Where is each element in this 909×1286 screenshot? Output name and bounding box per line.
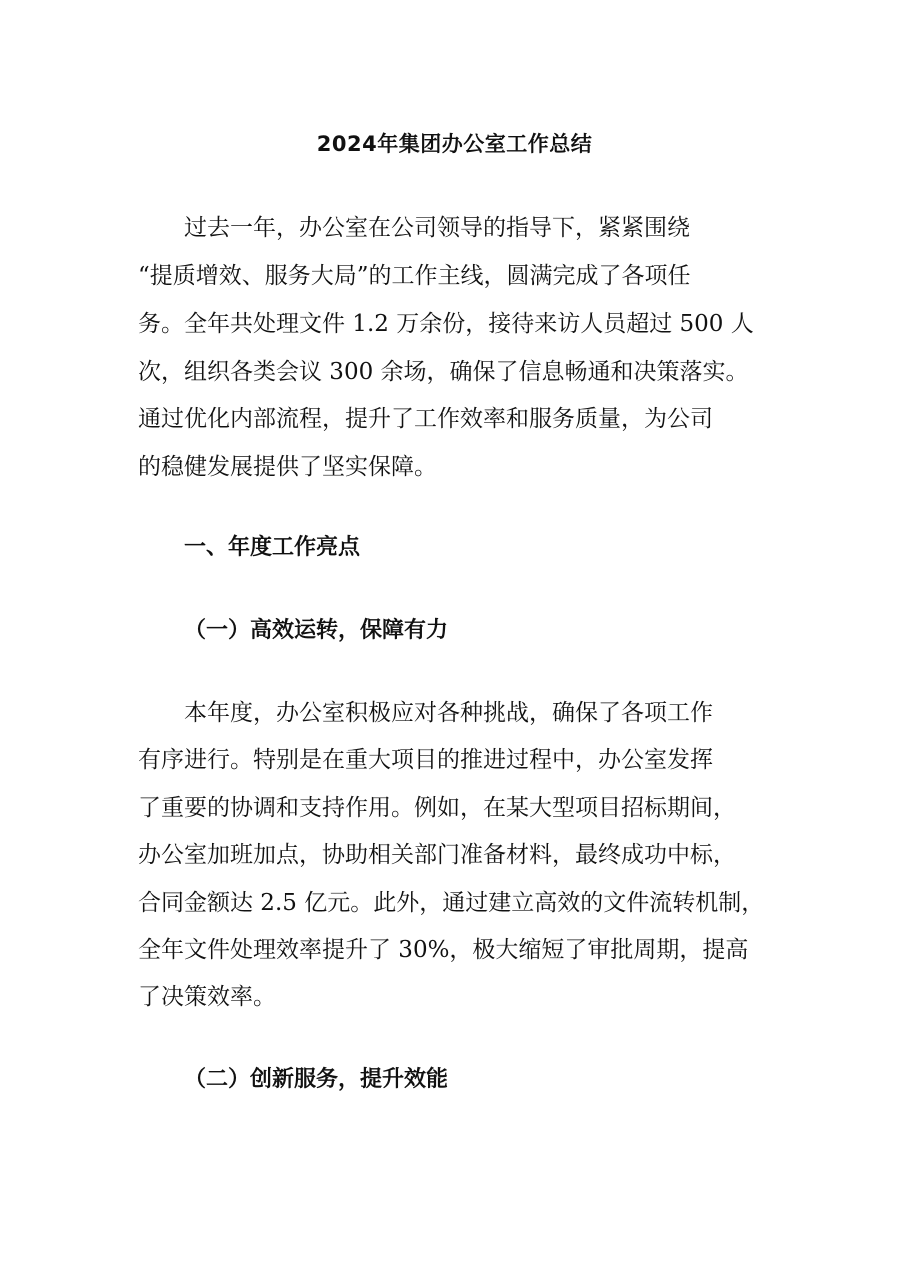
body-line: 全年文件处理效率提升了 30%，极大缩短了审批周期，提高 [138,937,749,963]
intro-line: 的稳健发展提供了坚实保障。 [138,454,437,480]
intro-line: 次，组织各类会议 300 余场，确保了信息畅通和决策落实。 [138,359,749,385]
body-line: 有序进行。特别是在重大项目的推进过程中，办公室发挥 [138,747,713,773]
intro-line: 务。全年共处理文件 1.2 万余份，接待来访人员超过 500 人 [138,311,754,337]
body-line: 本年度，办公室积极应对各种挑战，确保了各项工作 [184,700,713,726]
intro-line: “提质增效、服务大局”的工作主线，圆满完成了各项任 [138,263,691,289]
body-line: 了决策效率。 [138,984,276,1010]
section-heading: 一、年度工作亮点 [184,535,361,560]
intro-line: 过去一年，办公室在公司领导的指导下，紧紧围绕 [184,215,690,241]
subsection-heading: （二）创新服务，提升效能 [184,1067,449,1092]
document-title: 2024年集团办公室工作总结 [316,132,593,156]
subsection-heading: （一）高效运转，保障有力 [184,618,449,643]
body-line: 合同金额达 2.5 亿元。此外，通过建立高效的文件流转机制， [138,890,765,916]
body-line: 办公室加班加点，协助相关部门准备材料，最终成功中标， [138,842,736,868]
body-line: 了重要的协调和支持作用。例如，在某大型项目招标期间， [138,795,736,821]
intro-line: 通过优化内部流程，提升了工作效率和服务质量，为公司 [138,406,713,432]
